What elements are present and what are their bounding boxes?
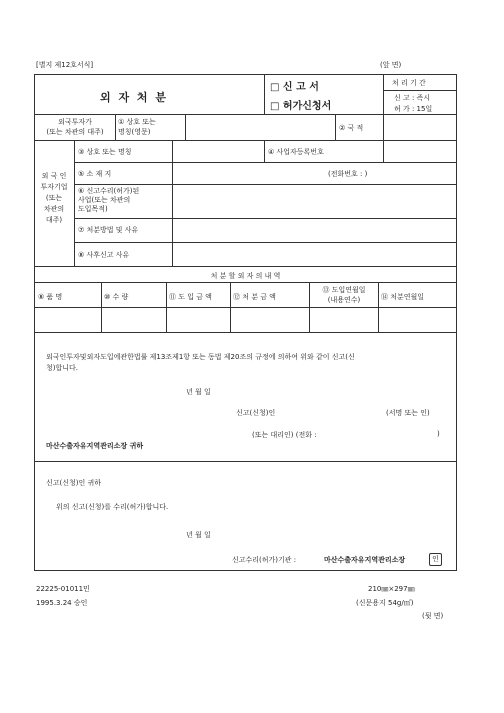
declaration-date: 년 월 일 [186, 388, 211, 396]
page-side-back: (뒷 면) [422, 612, 444, 620]
signature-note: (서명 또는 인) [386, 409, 430, 417]
form-number: [별지 제12호서식] [36, 61, 94, 69]
country-label: ② 국 적 [339, 124, 364, 132]
table-row[interactable] [35, 309, 455, 331]
address-label: ⑤ 소 재 지 [78, 170, 112, 178]
processing-period-report: 신 고 : 즉시 [394, 94, 431, 102]
business-purpose-field[interactable] [174, 186, 454, 216]
authority-label: 신고수리(허가)기관 : [232, 556, 297, 564]
notice-date: 년 월 일 [186, 531, 211, 539]
authority-name: 마산수출자유지역관리소장 [324, 556, 406, 564]
business-purpose-label: ⑥ 신고수리(허가)된 사업(또는 차관의 도입목적) [78, 187, 140, 213]
agent-phone: (또는 대리인) (전화 : [252, 431, 317, 439]
disposal-method-label: ⑦ 처분방법 및 사유 [78, 226, 139, 234]
col-import-amount: ⑪ 도 입 금 액 [169, 293, 212, 301]
footer-paper-size: 210㎜×297㎜ [368, 585, 415, 593]
post-report-reason-label: ⑧ 사후신고 사유 [78, 251, 130, 259]
col-disposal-amount: ⑫ 처 분 금 액 [233, 293, 276, 301]
disposal-table-title: 처 분 할 외 자 의 내 역 [210, 272, 281, 280]
applicant-label: 신고(신청)인 [236, 409, 276, 417]
investor-name-label: ① 상호 또는 명칭(영문) [118, 118, 156, 136]
investor-label: 외국투자가 (또는 차관의 대주) [46, 118, 104, 136]
declaration-text: 외국인투자및외자도입에관한법률 제13조제1항 또는 동법 제20조의 규정에 의하여 위와 같이 신고(신 청)합니다. [46, 353, 355, 372]
option-report[interactable]: □ 신 고 서 [270, 82, 319, 93]
seal-stamp: 인 [429, 553, 442, 566]
page-side-front: (앞 면) [380, 61, 402, 69]
col-item: ⑧ 품 명 [38, 293, 63, 301]
option-permit[interactable]: □ 허가신청서 [270, 101, 332, 112]
country-field[interactable] [385, 116, 455, 138]
post-report-reason-field[interactable] [174, 244, 454, 264]
col-import-date: ⑬ 도입연월일 (내용연수) [322, 286, 366, 304]
col-quantity: ⑩ 수 량 [104, 293, 129, 301]
col-disposal-date: ⑭ 처분연월일 [381, 293, 425, 301]
footer-paper-type: (신문용지 54g/㎡) [356, 599, 414, 607]
form-title: 외 자 처 분 [100, 91, 168, 104]
company-group-label: 외 국 인 투자기업 (또는 차관의 대주) [40, 172, 68, 224]
footer-approval: 1995.3.24 승인 [36, 599, 88, 607]
notice-text: 위의 신고(신청)를 수리(허가)합니다. [56, 503, 169, 511]
notice-to: 신고(신청)인 귀하 [46, 479, 102, 487]
company-name-field[interactable] [174, 142, 262, 160]
address-phone: (전화번호 : ) [328, 170, 368, 178]
processing-period-label: 처 리 기 간 [392, 79, 426, 87]
business-reg-field[interactable] [385, 142, 455, 160]
footer-code: 22225-01011민 [36, 585, 90, 593]
business-reg-label: ④ 사업자등록번호 [268, 148, 324, 156]
agent-phone-close: ) [437, 430, 440, 438]
recipient: 마산수출자유지역관리소장 귀하 [46, 442, 144, 450]
disposal-method-field[interactable] [174, 220, 454, 240]
processing-period-permit: 허 가 : 15일 [394, 105, 433, 113]
investor-name-field[interactable] [187, 116, 333, 138]
company-name-label: ③ 상호 또는 명칭 [78, 148, 132, 156]
